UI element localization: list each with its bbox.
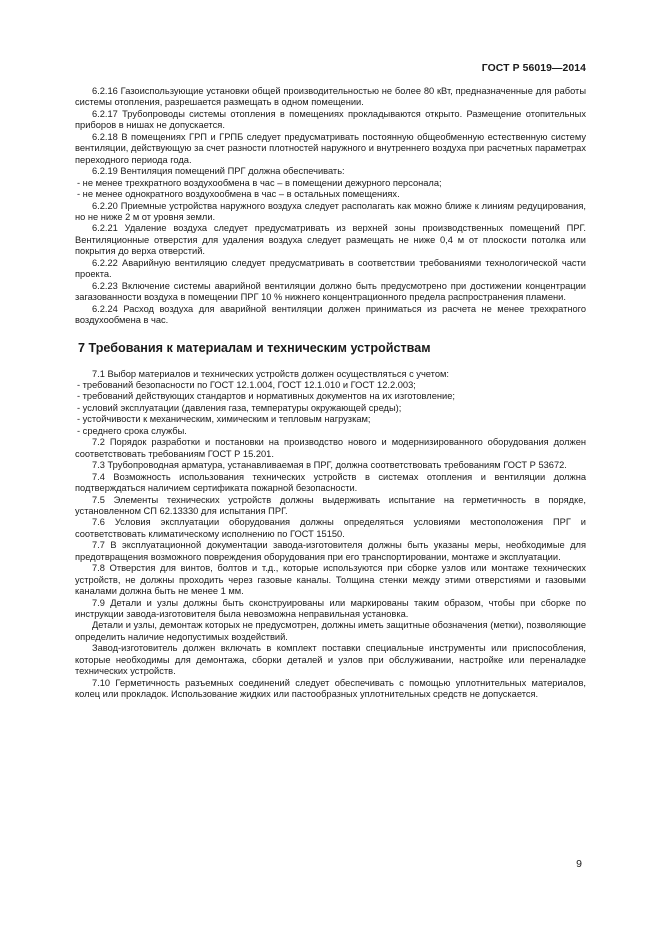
paragraph-7-2: 7.2 Порядок разработки и постановки на производство нового и модернизированного оборудования должен соответствовать требованиям ГОСТ Р 15.201.	[75, 437, 586, 459]
document-standard-header: ГОСТ Р 56019—2014	[481, 63, 586, 74]
paragraph-6-2-17: 6.2.17 Трубопроводы системы отопления в помещениях прокладываются открыто. Размещение отопительных приборов в нишах не допускается.	[75, 108, 586, 131]
list-item: - не менее однократного воздухообмена в час – в остальных помещениях.	[77, 189, 400, 200]
document-body	[75, 86, 586, 701]
paragraph-7-4: 7.4 Возможность использования технических устройств в системах отопления и вентиляции должна подтверждаться наличием сертификата пожарной безопасности.	[75, 471, 586, 494]
paragraph-7-3: 7.3 Трубопроводная арматура, устанавливаемая в ПРГ, должна соответствовать требованиям ГОСТ Р 53672.	[92, 460, 567, 471]
list-item: - требований безопасности по ГОСТ 12.1.004, ГОСТ 12.1.010 и ГОСТ 12.2.003;	[77, 379, 416, 390]
list-item: - требований действующих стандартов и нормативных документов на их изготовление;	[77, 391, 455, 402]
paragraph-7-10: 7.10 Герметичность разъемных соединений следует обеспечивать с помощью уплотнительных материалов, колец или прокладок. Использование жидких или пастообразных уплотнительных средств не допускается.	[75, 677, 586, 700]
list-item: - не менее трехкратного воздухообмена в час – в помещении дежурного персонала;	[77, 177, 442, 188]
paragraph-7-1: 7.1 Выбор материалов и технических устройств должен осуществляться с учетом:	[92, 368, 449, 379]
paragraph-6-2-22: 6.2.22 Аварийную вентиляцию следует предусматривать в соответствии требованиями технологической части проекта.	[75, 257, 586, 280]
paragraph-7-9-details: Детали и узлы, демонтаж которых не предусмотрен, должны иметь защитные обозначения (метки), позволяющие определить наличие недопустимых воздействий.	[75, 620, 586, 642]
paragraph-6-2-18: 6.2.18 В помещениях ГРП и ГРПБ следует предусматривать постоянную общеобменную естественную систему вентиляции, действующую за счет разности плотностей наружного и внутреннего воздуха при расчетных параметрах переходного периода года.	[75, 131, 586, 165]
paragraph-7-7: 7.7 В эксплуатационной документации завода-изготовителя должны быть указаны меры, необходимые для предотвращения возможного повреждения оборудования при его транспортировании, монтаже и эксплуатации.	[75, 540, 586, 562]
list-item: - условий эксплуатации (давления газа, температуры окружающей среды);	[77, 402, 402, 413]
paragraph-6-2-20: 6.2.20 Приемные устройства наружного воздуха следует располагать как можно ближе к линиям редуцирования, но не ниже 2 м от уровня земли.	[75, 200, 586, 222]
paragraph-6-2-16: 6.2.16 Газоиспользующие установки общей производительностью не более 80 кВт, предназначенные для работы системы отопления, разрешается размещать в одном помещении.	[75, 86, 586, 108]
section-7-heading: 7 Требования к материалам и техническим устройствам	[78, 340, 431, 355]
paragraph-6-2-24: 6.2.24 Расход воздуха для аварийной вентиляции должен приниматься из расчета не менее трехкратного воздухообмена в час.	[75, 303, 586, 326]
paragraph-6-2-21: 6.2.21 Удаление воздуха следует предусматривать из верхней зоны производственных помещений ПРГ. Вентиляционные отверстия для удаления воздуха следует размещать не ниже 0,4 м от плоскости потолка или покрытия до верха отверстий.	[75, 223, 586, 257]
page-number: 9	[576, 858, 582, 870]
list-item: - устойчивости к механическим, химическим и тепловым нагрузкам;	[77, 414, 371, 425]
paragraph-6-2-23: 6.2.23 Включение системы аварийной вентиляции должно быть предусмотрено при достижении концентрации загазованности воздуха в помещении ПРГ 10 % нижнего концентрационного предела распространения пламени.	[75, 280, 586, 303]
paragraph-7-9-manufacturer: Завод-изготовитель должен включать в комплект поставки специальные инструменты или приспособления, которые необходимы для демонтажа, сборки деталей и узлов при обслуживании, настройке или переналадке технических устройств.	[75, 643, 586, 677]
paragraph-7-6: 7.6 Условия эксплуатации оборудования должны определяться условиями местоположения ПРГ и соответствовать климатическому исполнению по ГОСТ 15150.	[75, 517, 586, 539]
paragraph-7-9: 7.9 Детали и узлы должны быть сконструированы или маркированы таким образом, чтобы при сборке по инструкции завода-изготовителя была невозможна неправильная установка.	[75, 597, 586, 620]
paragraph-6-2-19: 6.2.19 Вентиляция помещений ПРГ должна обеспечивать:	[92, 166, 345, 177]
paragraph-7-8: 7.8 Отверстия для винтов, болтов и т.д., которые используются при сборке узлов или монтаже технических устройств, не должны проходить через газовые каналы. Толщина стенки между этими отверстиями и газовыми каналами должна быть не менее 1 мм.	[75, 563, 586, 597]
list-item: - среднего срока службы.	[77, 425, 187, 436]
paragraph-7-5: 7.5 Элементы технических устройств должны выдерживать испытание на герметичность в порядке, установленном СП 62.13330 для испытания ПРГ.	[75, 494, 586, 516]
